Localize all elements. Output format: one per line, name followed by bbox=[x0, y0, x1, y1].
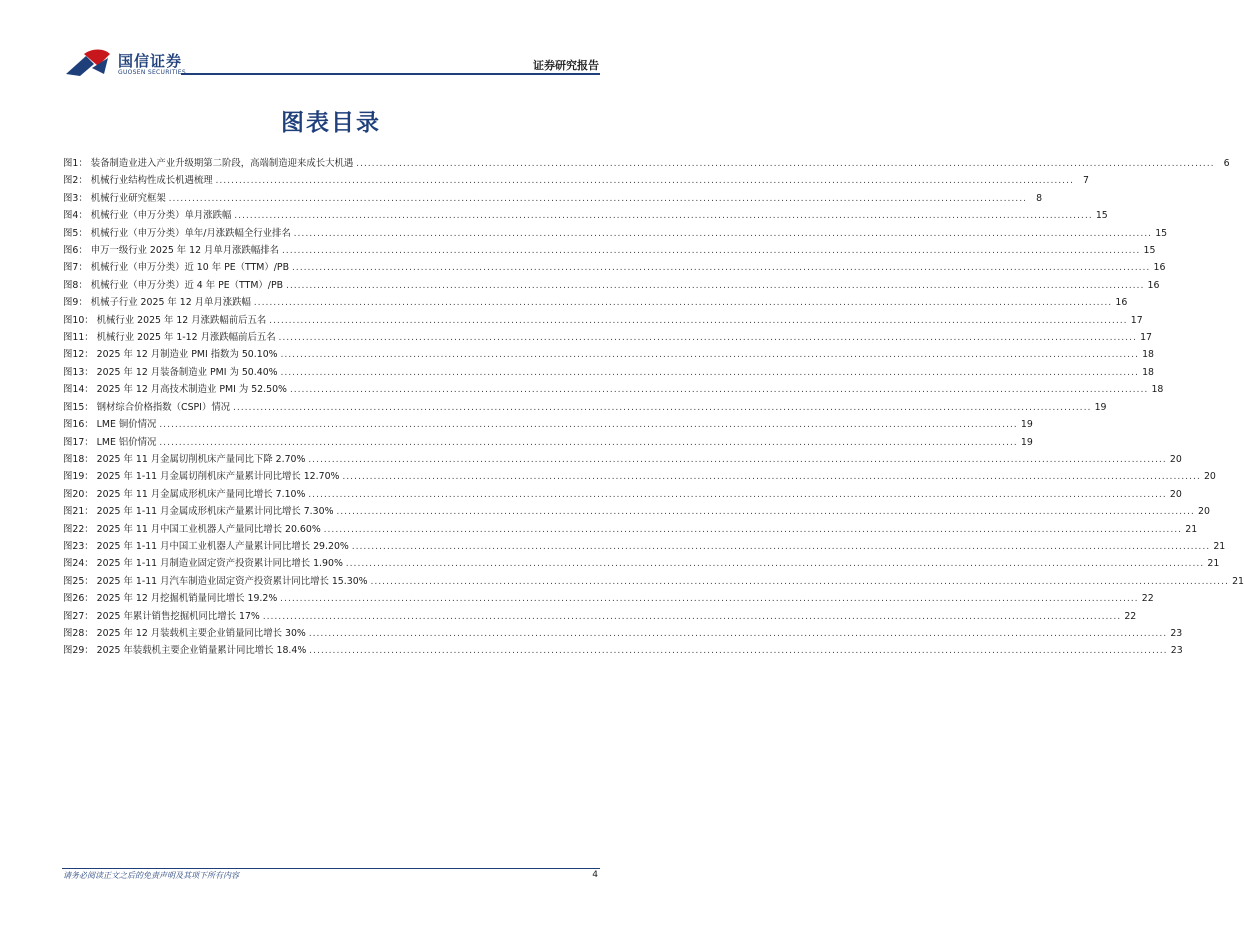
toc-leader-dots: ............................................................................................................................................................................................................................ bbox=[233, 402, 1092, 413]
toc-leader-dots: ............................................................................................................................................................................................................................ bbox=[308, 489, 1167, 500]
toc-entry-page: 20 bbox=[1169, 488, 1182, 500]
toc-leader-dots: ............................................................................................................................................................................................................................ bbox=[234, 211, 1093, 222]
toc-leader-dots: ............................................................................................................................................................................................................................ bbox=[286, 280, 1145, 291]
toc-entry-label: 图8： 机械行业（申万分类）近 4 年 PE（TTM）/PB bbox=[63, 279, 284, 291]
toc-entry-label: 图9： 机械子行业 2025 年 12 月单月涨跌幅 bbox=[63, 297, 251, 309]
toc-entry[interactable] bbox=[63, 590, 1154, 607]
toc-entry-page: 16 bbox=[1153, 262, 1166, 274]
toc-entry[interactable] bbox=[63, 573, 1244, 590]
toc-entry[interactable] bbox=[63, 225, 1168, 242]
toc-entry-label: 图19： 2025 年 1-11 月金属切削机床产量累计同比增长 12.70% bbox=[63, 471, 340, 483]
toc-entry[interactable] bbox=[63, 625, 1183, 642]
toc-entry[interactable] bbox=[63, 608, 1137, 625]
toc-entry[interactable] bbox=[63, 451, 1182, 468]
toc-entry-label: 图1： 装备制造业进入产业升级期第二阶段，高端制造迎来成长大机遇 bbox=[63, 158, 354, 169]
toc-leader-dots: ............................................................................................................................................................................................................................ bbox=[289, 385, 1149, 396]
toc-entry-page: 20 bbox=[1203, 471, 1216, 483]
footer-divider bbox=[62, 868, 600, 869]
toc-entry-page: 15 bbox=[1095, 210, 1108, 222]
toc-entry-page: 16 bbox=[1115, 297, 1128, 309]
toc-entry[interactable] bbox=[63, 172, 1089, 189]
toc-entry-label: 图2： 机械行业结构性成长机遇梳理 bbox=[63, 175, 213, 187]
toc-leader-dots: ............................................................................................................................................................................................................................ bbox=[280, 367, 1140, 378]
toc-entry[interactable] bbox=[63, 434, 1033, 451]
toc-leader-dots: ............................................................................................................................................................................................................................ bbox=[336, 507, 1195, 518]
toc-leader-dots: ............................................................................................................................................................................................................................ bbox=[282, 246, 1141, 257]
toc-leader-dots: ............................................................................................................................................................................................................................ bbox=[308, 454, 1167, 465]
toc-leader-dots: ............................................................................................................................................................................................................................ bbox=[342, 472, 1201, 483]
toc-leader-dots: ............................................................................................................................................................................................................................ bbox=[280, 350, 1140, 361]
toc-entry[interactable] bbox=[63, 364, 1155, 381]
toc-entry-page: 19 bbox=[1020, 419, 1033, 431]
toc-entry-label: 图24： 2025 年 1-11 月制造业固定资产投资累计同比增长 1.90% bbox=[63, 558, 343, 570]
toc-entry-page: 20 bbox=[1197, 506, 1210, 518]
toc-entry[interactable] bbox=[63, 521, 1198, 538]
toc-entry-label: 图7： 机械行业（申万分类）近 10 年 PE（TTM）/PB bbox=[63, 262, 290, 274]
toc-entry[interactable] bbox=[63, 346, 1155, 363]
toc-entry-label: 图10： 机械行业 2025 年 12 月涨跌幅前后五名 bbox=[63, 314, 267, 326]
toc-leader-dots: ............................................................................................................................................................................................................................ bbox=[278, 333, 1138, 344]
toc-leader-dots: ............................................................................................................................................................................................................................ bbox=[159, 437, 1018, 448]
toc-leader-dots: ............................................................................................................................................................................................................................ bbox=[253, 298, 1113, 309]
toc-entry-label: 图21： 2025 年 1-11 月金属成形机床产量累计同比增长 7.30% bbox=[63, 506, 334, 518]
table-of-figures bbox=[63, 155, 1244, 660]
toc-entry-page: 15 bbox=[1143, 245, 1156, 257]
toc-entry-page: 15 bbox=[1155, 227, 1168, 239]
toc-leader-dots: ............................................................................................................................................................................................................................ bbox=[323, 524, 1183, 535]
toc-entry[interactable] bbox=[63, 190, 1043, 207]
toc-leader-dots: ............................................................................................................................................................................................................................ bbox=[293, 228, 1153, 239]
toc-leader-dots: ............................................................................................................................................................................................................................ bbox=[309, 646, 1168, 657]
toc-entry-page: 7 bbox=[1083, 175, 1089, 187]
toc-entry-page: 20 bbox=[1169, 453, 1182, 465]
toc-entry[interactable] bbox=[63, 259, 1166, 276]
toc-entry[interactable] bbox=[63, 207, 1108, 224]
toc-leader-dots: ............................................................................................................................................................................................................................ bbox=[351, 541, 1211, 552]
toc-entry-label: 图23： 2025 年 1-11 月中国工业机器人产量累计同比增长 29.20% bbox=[63, 540, 349, 552]
header-divider bbox=[181, 73, 600, 75]
toc-entry[interactable] bbox=[63, 503, 1210, 520]
toc-leader-dots: ............................................................................................................................................................................................................................ bbox=[370, 576, 1230, 587]
toc-entry[interactable] bbox=[63, 277, 1160, 294]
toc-entry-label: 图15： 钢材综合价格指数（CSPI）情况 bbox=[63, 401, 231, 413]
toc-entry-page: 18 bbox=[1151, 384, 1164, 396]
toc-leader-dots: ............................................................................................................................................................................................................................ bbox=[262, 611, 1122, 622]
toc-entry[interactable] bbox=[63, 486, 1182, 503]
guosen-logo-icon bbox=[64, 46, 114, 78]
toc-entry[interactable] bbox=[63, 399, 1107, 416]
toc-entry-page: 21 bbox=[1213, 540, 1226, 552]
toc-leader-dots: ............................................................................................................................................................................................................................ bbox=[308, 628, 1168, 639]
toc-entry-label: 图11： 机械行业 2025 年 1-12 月涨跌幅前后五名 bbox=[63, 332, 276, 344]
logo-name-cn: 国信证券 bbox=[118, 52, 183, 70]
toc-entry-page: 19 bbox=[1020, 436, 1033, 448]
company-logo bbox=[64, 46, 194, 78]
toc-entry-page: 8 bbox=[1036, 192, 1043, 204]
toc-entry[interactable] bbox=[63, 555, 1220, 572]
toc-entry-label: 图13： 2025 年 12 月装备制造业 PMI 为 50.40% bbox=[63, 366, 278, 378]
toc-leader-dots: ............................................................................................................................................................................................................................ bbox=[269, 315, 1128, 326]
toc-entry[interactable] bbox=[63, 329, 1153, 346]
toc-entry-label: 图12： 2025 年 12 月制造业 PMI 指数为 50.10% bbox=[63, 349, 278, 361]
toc-entry-label: 图22： 2025 年 11 月中国工业机器人产量同比增长 20.60% bbox=[63, 523, 321, 535]
toc-entry[interactable] bbox=[63, 242, 1156, 259]
toc-entry-label: 图14： 2025 年 12 月高技术制造业 PMI 为 52.50% bbox=[63, 384, 287, 396]
toc-entry-label: 图5： 机械行业（申万分类）单年/月涨跌幅全行业排名 bbox=[63, 227, 291, 239]
toc-entry[interactable] bbox=[63, 468, 1216, 485]
toc-entry-page: 23 bbox=[1170, 627, 1183, 639]
toc-entry-page: 21 bbox=[1232, 575, 1244, 587]
page-number: 4 bbox=[592, 870, 598, 880]
toc-entry-label: 图6： 申万一级行业 2025 年 12 月单月涨跌幅排名 bbox=[63, 245, 280, 257]
toc-entry[interactable] bbox=[63, 312, 1143, 329]
toc-entry[interactable] bbox=[63, 381, 1164, 398]
toc-entry-page: 18 bbox=[1142, 349, 1155, 361]
toc-entry-label: 图4： 机械行业（申万分类）单月涨跌幅 bbox=[63, 210, 232, 222]
footer-disclaimer: 请务必阅读正文之后的免责声明及其项下所有内容 bbox=[63, 871, 239, 880]
toc-entry[interactable] bbox=[63, 642, 1183, 659]
toc-entry-label: 图27： 2025 年累计销售挖掘机同比增长 17% bbox=[63, 610, 260, 622]
toc-leader-dots: ............................................................................................................................................................................................................................ bbox=[292, 263, 1151, 274]
toc-entry-page: 17 bbox=[1130, 314, 1143, 326]
toc-entry-label: 图18： 2025 年 11 月金属切削机床产量同比下降 2.70% bbox=[63, 453, 306, 465]
toc-leader-dots: ............................................................................................................................................................................................................................ bbox=[168, 193, 1028, 204]
toc-entry-label: 图25： 2025 年 1-11 月汽车制造业固定资产投资累计同比增长 15.30% bbox=[63, 575, 368, 587]
toc-leader-dots: ............................................................................................................................................................................................................................ bbox=[280, 594, 1139, 605]
toc-leader-dots: ............................................................................................................................................................................................................................ bbox=[345, 559, 1205, 570]
toc-leader-dots: ............................................................................................................................................................................................................................ bbox=[159, 420, 1018, 431]
toc-entry-page: 18 bbox=[1142, 366, 1155, 378]
toc-entry-page: 22 bbox=[1141, 593, 1154, 605]
toc-entry-label: 图20： 2025 年 11 月金属成形机床产量同比增长 7.10% bbox=[63, 488, 306, 500]
toc-entry[interactable] bbox=[63, 538, 1226, 555]
toc-leader-dots: ............................................................................................................................................................................................................................ bbox=[215, 176, 1074, 187]
toc-entry-label: 图16： LME 铜价情况 bbox=[63, 419, 157, 431]
toc-entry-page: 19 bbox=[1094, 401, 1107, 413]
toc-entry-page: 23 bbox=[1170, 645, 1183, 657]
toc-entry-page: 16 bbox=[1147, 279, 1160, 291]
toc-entry[interactable] bbox=[63, 294, 1128, 311]
toc-entry[interactable] bbox=[63, 155, 1230, 172]
report-type-label: 证券研究报告 bbox=[533, 59, 599, 72]
logo-name-en: GUOSEN SECURITIES bbox=[118, 69, 187, 76]
toc-entry-label: 图28： 2025 年 12 月装载机主要企业销量同比增长 30% bbox=[63, 627, 306, 639]
toc-entry-page: 17 bbox=[1140, 332, 1153, 344]
toc-entry-label: 图3： 机械行业研究框架 bbox=[63, 192, 166, 204]
toc-entry[interactable] bbox=[63, 416, 1033, 433]
toc-entry-page: 6 bbox=[1223, 158, 1230, 169]
toc-title: 图表目录 bbox=[281, 110, 381, 136]
toc-entry-label: 图17： LME 铝价情况 bbox=[63, 436, 157, 448]
toc-entry-page: 21 bbox=[1207, 558, 1220, 570]
toc-entry-page: 21 bbox=[1185, 523, 1198, 535]
toc-leader-dots: ............................................................................................................................................................................................................................ bbox=[356, 159, 1215, 169]
toc-entry-label: 图29： 2025 年装载机主要企业销量累计同比增长 18.4% bbox=[63, 645, 307, 657]
toc-entry-label: 图26： 2025 年 12 月挖掘机销量同比增长 19.2% bbox=[63, 593, 278, 605]
toc-entry-page: 22 bbox=[1124, 610, 1137, 622]
